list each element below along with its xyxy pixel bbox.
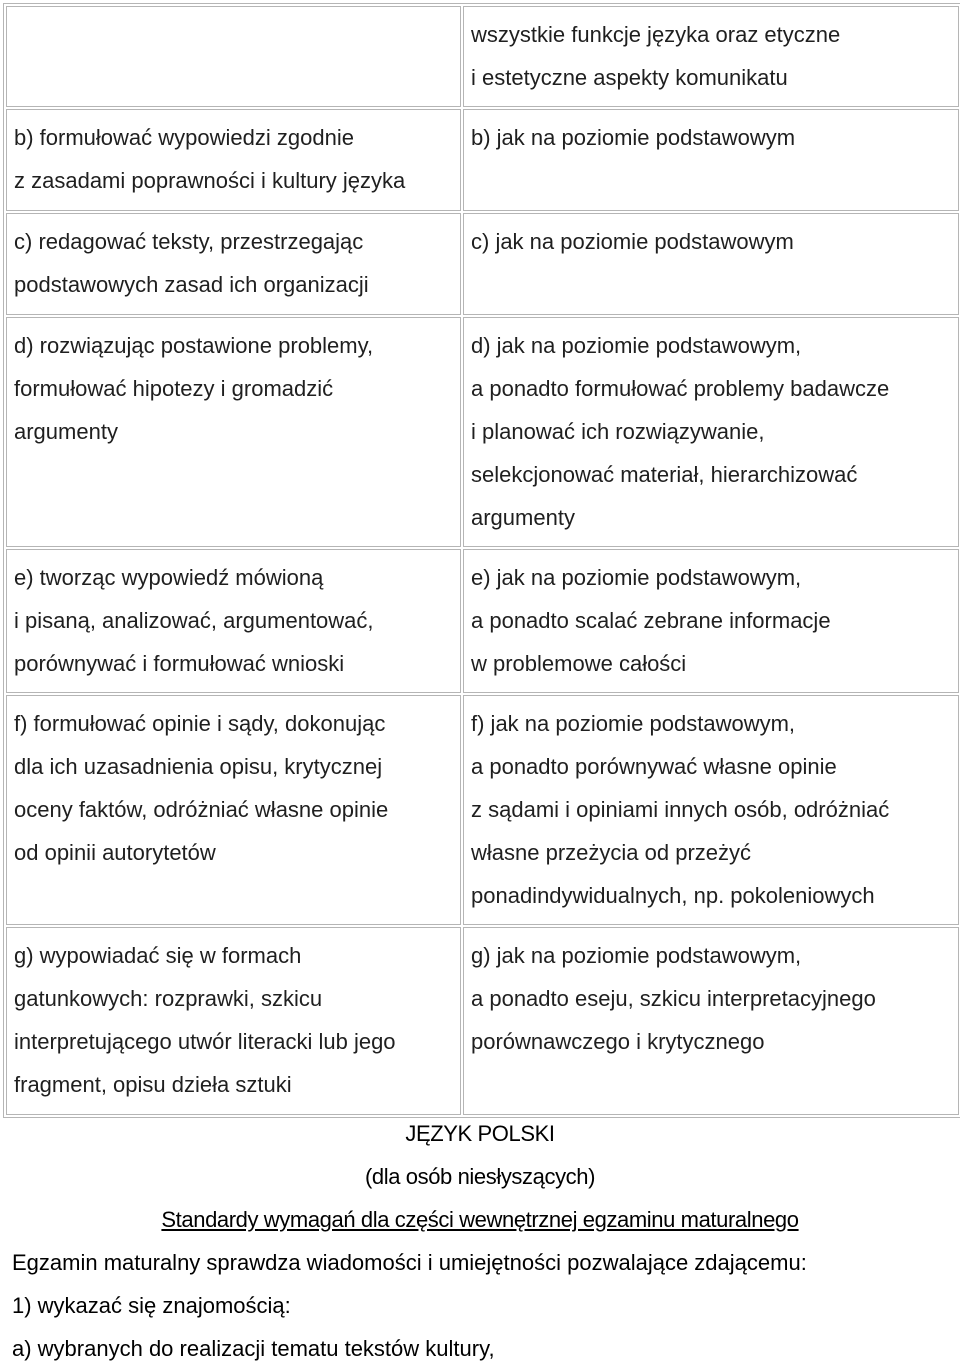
- table-row: [6, 109, 959, 211]
- standards-title: Standardy wymagań dla części wewnętrznej egzaminu maturalnego: [161, 1207, 799, 1232]
- table-row: [6, 549, 959, 693]
- table-row: [6, 213, 959, 315]
- table-cell-extended-level: c) jak na poziomie podstawowym: [463, 213, 959, 315]
- table-cell-basic-level: e) tworząc wypowiedź mówioną i pisaną, analizować, argumentować, porównywać i formułować wnioski: [6, 549, 461, 693]
- table-cell-basic-level: c) redagować teksty, przestrzegając podstawowych zasad ich organizacji: [6, 213, 461, 315]
- table-row: [6, 695, 959, 925]
- table-cell-extended-level: g) jak na poziomie podstawowym, a ponadto eseju, szkicu interpretacyjnego porównawczego i krytycznego: [463, 927, 959, 1115]
- standards-table: [3, 3, 960, 1118]
- intro-paragraph: Egzamin maturalny sprawdza wiadomości i umiejętności pozwalające zdającemu:: [12, 1250, 807, 1275]
- list-item: a) wybranych do realizacji tematu tekstów kultury,: [12, 1336, 495, 1361]
- table-cell-extended-level: wszystkie funkcje języka oraz etyczne i estetyczne aspekty komunikatu: [463, 6, 959, 107]
- table-cell-extended-level: f) jak na poziomie podstawowym, a ponadto porównywać własne opinie z sądami i opiniami innych osób, odróżniać własne przeżycia od przeżyć ponadindywidualnych, np. pokoleniowych: [463, 695, 959, 925]
- table-row: [6, 317, 959, 547]
- audience-heading: (dla osób niesłyszących): [364, 1164, 596, 1189]
- subject-heading: JĘZYK POLSKI: [405, 1121, 555, 1146]
- table-cell-basic-level: b) formułować wypowiedzi zgodnie z zasadami poprawności i kultury języka: [6, 109, 461, 211]
- table-cell-basic-level: d) rozwiązując postawione problemy, formułować hipotezy i gromadzić argumenty: [6, 317, 461, 547]
- table-cell-basic-level: g) wypowiadać się w formach gatunkowych: rozprawki, szkicu interpretującego utwór literacki lub jego fragment, opisu dzieła sztuki: [6, 927, 461, 1115]
- table-row: [6, 6, 959, 107]
- table-cell-extended-level: e) jak na poziomie podstawowym, a ponadto scalać zebrane informacje w problemowe całości: [463, 549, 959, 693]
- table-cell-extended-level: b) jak na poziomie podstawowym: [463, 109, 959, 211]
- section-text: [0, 1112, 960, 1370]
- table-cell-basic-level: f) formułować opinie i sądy, dokonując dla ich uzasadnienia opisu, krytycznej oceny faktów, odróżniać własne opinie od opinii autorytetów: [6, 695, 461, 925]
- table-row: [6, 927, 959, 1115]
- list-item: 1) wykazać się znajomością:: [12, 1293, 291, 1318]
- table-cell-basic-level: [6, 6, 461, 107]
- table-cell-extended-level: d) jak na poziomie podstawowym, a ponadto formułować problemy badawcze i planować ich rozwiązywanie, selekcjonować materiał, hierarchizować argumenty: [463, 317, 959, 547]
